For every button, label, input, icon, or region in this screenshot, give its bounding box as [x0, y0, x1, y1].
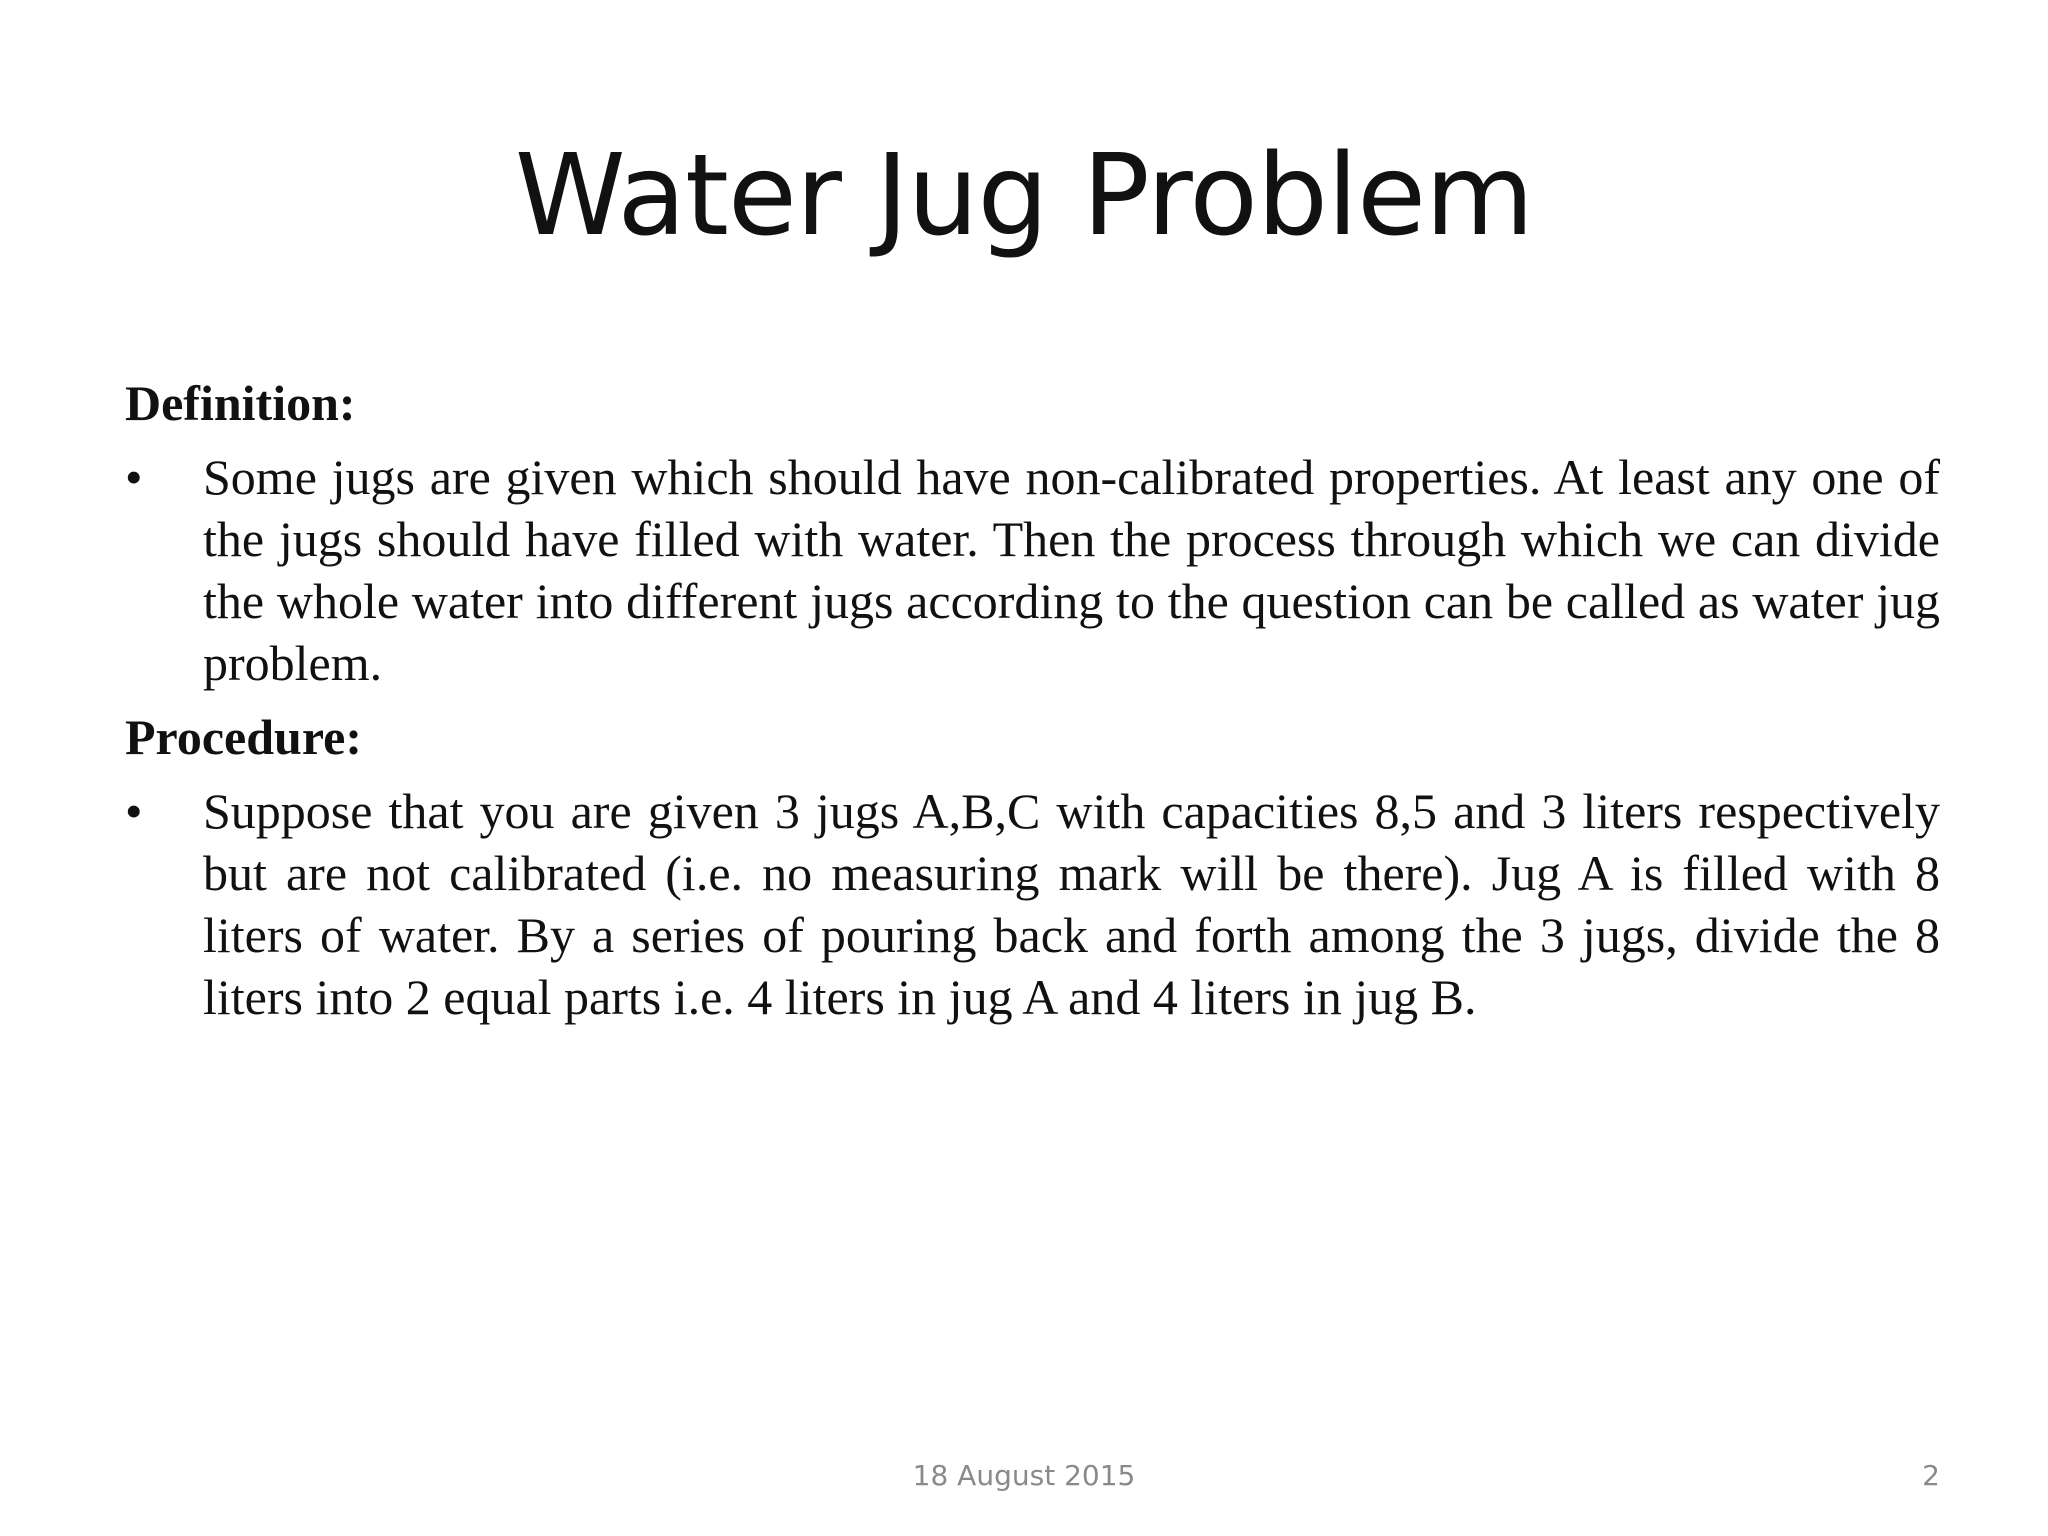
bullet-marker: • — [125, 783, 143, 839]
slide-title: Water Jug Problem — [514, 131, 1534, 261]
procedure-text: Suppose that you are given 3 jugs A,B,C with capacities 8,5 and 3 liters respectively but are not calibrated (i.e. no measuring mark will be there). Jug A is filled with 8 liters of water. By a series of pouring back and forth among the 3 jugs, divide the 8 liters into 2 equal parts i.e. 4 liters in jug A and 4 liters in jug B. — [203, 783, 1940, 1025]
definition-bullet — [125, 446, 1940, 694]
footer-date: 18 August 2015 — [912, 1459, 1136, 1492]
bullet-marker: • — [125, 449, 143, 505]
definition-heading: Definition: — [125, 375, 356, 431]
page-number: 2 — [1922, 1459, 1940, 1492]
definition-text: Some jugs are given which should have non-calibrated properties. At least any one of the jugs should have filled with water. Then the process through which we can divide the whole water into different jugs according to the question can be called as water jug problem. — [203, 449, 1940, 691]
slide-body — [125, 372, 1940, 1040]
procedure-bullet — [125, 780, 1940, 1028]
procedure-heading: Procedure: — [125, 709, 362, 765]
